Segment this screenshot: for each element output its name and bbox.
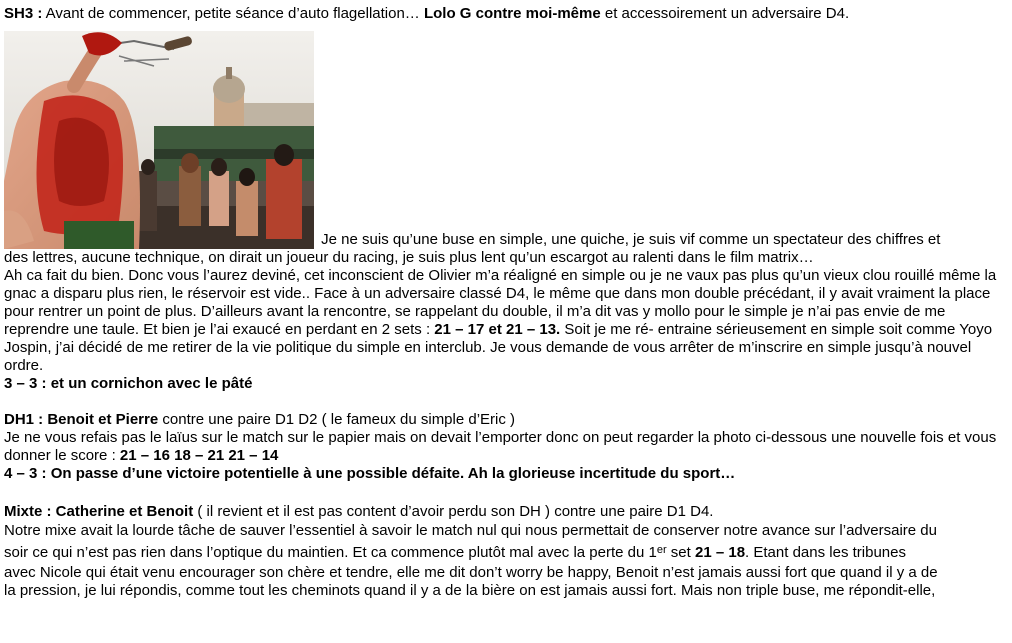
- dh1-heading: [4, 411, 1008, 429]
- rant-line2: des lettres, aucune technique, on dirait un joueur du racing, je suis plus lent qu’un escargot au ralenti dans le film matrix…: [4, 249, 814, 266]
- dh1-score: 21 – 16 18 – 21 21 – 14: [119, 447, 279, 464]
- sh3-paragraph: [4, 5, 1008, 23]
- photo-paragraph: [4, 31, 1008, 249]
- tally2-text: 4 – 3 : On passe d’une victoire potentielle à une possible défaite. Ah la glorieuse incertitude du sport…: [4, 465, 736, 482]
- mixte-line2-c: . Etant dans les tribunes: [745, 544, 906, 561]
- mixte-line4: la pression, je lui répondis, comme tout les cheminots quand il y a de la bière on est jamais aussi fort. Mais non triple buse, me répondit-elle,: [4, 582, 936, 599]
- mixte-line2-sup: er: [656, 544, 667, 556]
- spacer: [4, 483, 1008, 501]
- mixte-line2-b: set: [666, 544, 695, 561]
- mixte-line2: [4, 542, 1008, 564]
- dh1-opponent: contre une paire D1 D2 ( le fameux du simple d’Eric ): [158, 411, 516, 428]
- recap-score: 21 – 17 et 21 – 13.: [434, 321, 561, 338]
- flagellation-photo: [4, 31, 314, 249]
- tally1-text: 3 – 3 : et un cornichon avec le pâté: [4, 375, 253, 392]
- tally2: [4, 465, 1008, 483]
- dh1-label: DH1 : Benoit et Pierre: [4, 411, 159, 428]
- recap-text2: Soit je me ré- entraine sérieusement en simple soit comme Yoyo Jospin, j’ai décidé de me retirer de la vie politique du simple en interclub. Je vous demande de vous arrêter de m’inscrire en simple jusqu’à nouvel ordre.: [4, 321, 993, 374]
- sh3-label: SH3 :: [4, 5, 43, 22]
- mixte-line3: avec Nicole qui était venu encourager son chère et tendre, elle me dit don’t worry be happy, Benoit n’est jamais aussi fort que quand il y a de: [4, 564, 938, 581]
- recap-paragraph: [4, 267, 1008, 375]
- recap-text1: Ah ca fait du bien. Donc vous l’aurez deviné, cet inconscient de Olivier m’a réaligné en simple ou je ne vaux pas plus qu’un vieux clou rouillé même la gnac a disparu plus rien, le réservoir est vide.. Face à un adversaire classé D4, le même que dans mon double précédant, il y avait vraiment la place pour rentrer un point de plus. D’ailleurs avant la rencontre, se rappelant du double, il m’a dit vas y mollo pour le simple je n’ai pas envie de me reprendre une taule. Et bien je l’ai exaucé en perdant en 2 sets :: [4, 267, 997, 338]
- mixte-aside: ( il revient et il est pas content d’avoir perdu son DH ) contre une paire D1 D4.: [193, 503, 714, 520]
- sh3-intro: Avant de commencer, petite séance d’auto flagellation…: [42, 5, 424, 22]
- mixte-line1: Notre mixe avait la lourde tâche de sauver l’essentiel à savoir le match nul qui nous permettait de conserver notre avance sur l’adversaire du: [4, 522, 937, 539]
- spacer: [4, 393, 1008, 411]
- mixte-heading: [4, 501, 1008, 522]
- tally1: [4, 375, 1008, 393]
- dh1-text: Je ne vous refais pas le laïus sur le match sur le papier mais on devait l’emporter donc on peut regarder la photo ci-dessous une nouvelle fois et vous donner le score :: [4, 429, 997, 464]
- sh3-players: Lolo G contre moi-même: [423, 5, 601, 22]
- mixte-line2-score: 21 – 18: [695, 544, 746, 561]
- document-body: [4, 5, 1008, 600]
- mixte-label: Mixte : Catherine et Benoit: [4, 503, 194, 520]
- sh3-outro: et accessoirement un adversaire D4.: [600, 5, 850, 22]
- rant-line1: Je ne suis qu’une buse en simple, une quiche, je suis vif comme un spectateur des chiffres et: [317, 231, 941, 248]
- mixte-line2-a: soir ce qui n’est pas rien dans l’optique du maintien. Et ca commence plutôt mal avec la perte du 1: [4, 544, 657, 561]
- dh1-paragraph: [4, 429, 1008, 465]
